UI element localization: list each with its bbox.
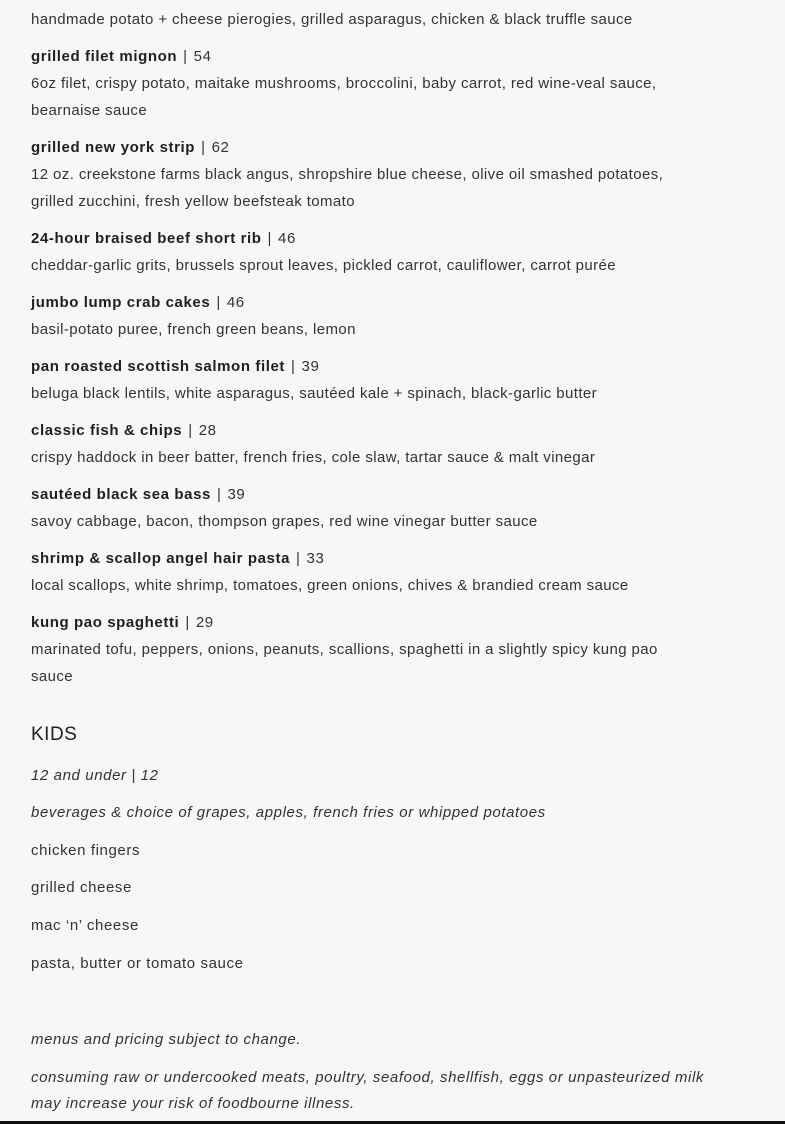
previous-item-description: handmade potato + cheese pierogies, grilled asparagus, chicken & black truffle sauce [31, 11, 633, 28]
kids-option: pasta, butter or tomato sauce [31, 955, 244, 972]
menu-item [31, 418, 697, 471]
item-price: 62 [211, 139, 230, 156]
item-price: 54 [193, 48, 212, 65]
item-description: cheddar-garlic grits, brussels sprout leaves, pickled carrot, cauliflower, carrot purée [31, 257, 617, 274]
menu-item [31, 226, 697, 279]
item-name: pan roasted scottish salmon filet [31, 358, 286, 375]
item-description: 12 oz. creekstone farms black angus, shropshire blue cheese, olive oil smashed potatoes, grilled zucchini, fresh yellow beefsteak tomato [31, 166, 664, 210]
item-description: 6oz filet, crispy potato, maitake mushrooms, broccolini, baby carrot, red wine-veal sauce, bearnaise sauce [31, 75, 657, 119]
menu-item [31, 290, 697, 343]
item-name: shrimp & scallop angel hair pasta [31, 550, 291, 567]
menu-item [31, 546, 697, 599]
item-description: local scallops, white shrimp, tomatoes, green onions, chives & brandied cream sauce [31, 577, 629, 594]
item-price: 46 [226, 294, 245, 311]
menu-item [31, 135, 697, 215]
price-separator: | [201, 139, 206, 156]
menu-item [31, 482, 697, 535]
item-name: grilled new york strip [31, 139, 196, 156]
item-name: classic fish & chips [31, 422, 183, 439]
item-description: savoy cabbage, bacon, thompson grapes, red wine vinegar butter sauce [31, 513, 538, 530]
pricing-disclaimer: menus and pricing subject to change. [31, 1031, 302, 1048]
item-name: jumbo lump crab cakes [31, 294, 211, 311]
item-description: basil-potato puree, french green beans, lemon [31, 321, 356, 338]
item-description: beluga black lentils, white asparagus, sautéed kale + spinach, black-garlic butter [31, 385, 598, 402]
item-price: 29 [195, 614, 214, 631]
kids-age-price: 12 and under | 12 [31, 767, 159, 784]
price-separator: | [183, 48, 188, 65]
item-price: 46 [278, 230, 296, 247]
entree-list [31, 44, 697, 690]
item-price: 39 [227, 486, 246, 503]
item-price: 39 [301, 358, 320, 375]
item-name: sautéed black sea bass [31, 486, 211, 503]
price-separator: | [188, 422, 193, 439]
item-price: 33 [306, 550, 325, 567]
item-name: grilled filet mignon [31, 48, 178, 65]
price-separator: | [267, 230, 273, 247]
price-separator: | [216, 486, 222, 503]
item-name: kung pao spaghetti [31, 614, 180, 631]
menu-item [31, 44, 697, 124]
kids-option: chicken fingers [31, 842, 141, 859]
item-description: marinated tofu, peppers, onions, peanuts, scallions, spaghetti in a slightly spicy kung pao sauce [31, 641, 658, 685]
menu-item [31, 610, 697, 690]
kids-includes: beverages & choice of grapes, apples, french fries or whipped potatoes [31, 804, 546, 821]
item-price: 28 [198, 422, 217, 439]
item-name: 24-hour braised beef short rib [31, 230, 262, 247]
price-separator: | [296, 550, 301, 567]
price-separator: | [185, 614, 190, 631]
food-safety-disclaimer: consuming raw or undercooked meats, poultry, seafood, shellfish, eggs or unpasteurized milk may increase your risk of foodbourne illness. [31, 1069, 704, 1112]
price-separator: | [291, 358, 296, 375]
menu-item [31, 354, 697, 407]
item-description: crispy haddock in beer batter, french fries, cole slaw, tartar sauce & malt vinegar [31, 449, 596, 466]
kids-option: mac ‘n’ cheese [31, 917, 139, 934]
kids-section-title: KIDS [31, 724, 78, 745]
kids-option: grilled cheese [31, 879, 132, 896]
price-separator: | [216, 294, 221, 311]
